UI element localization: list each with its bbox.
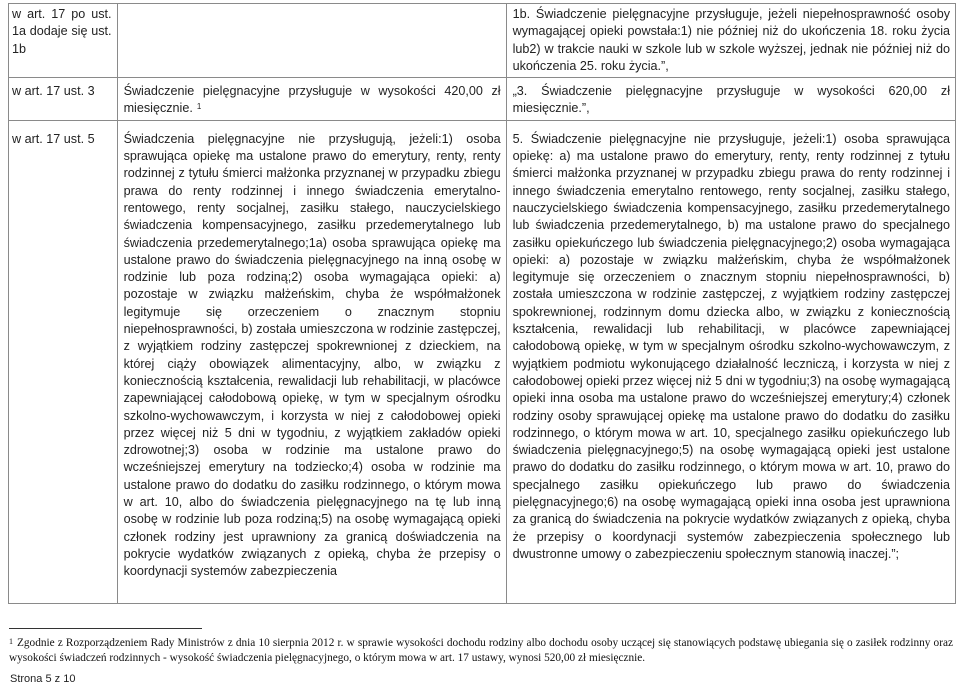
- provision-reference: w art. 17 po ust. 1a dodaje się ust. 1b: [9, 4, 118, 78]
- table-row: [9, 120, 956, 603]
- page-number: Strona 5 z 10: [10, 673, 76, 685]
- footnote-text: Zgodnie z Rozporządzeniem Rady Ministrów z dnia 10 sierpnia 2012 r. w sprawie wysokości dochodu rodziny albo dochodu osoby uczącej się stanowiących podstawę ubiegania się o zasiłek rodzinny oraz wysokości świadczeń rodzinnych - wysokość świadczenia pielęgnacyjnego, o którym mowa w art. 17 ustawy, wynosi 520,00 zł miesięcznie.: [9, 637, 953, 664]
- table-row: [9, 4, 956, 78]
- proposed-text-cell: 1b. Świadczenie pielęgnacyjne przysługuje, jeżeli niepełnosprawność osoby wymagającej opieki powstała:1) nie później niż do ukończenia 18. roku życia lub2) w trakcie nauki w szkole lub w szkole wyższej, jednak nie później niż do ukończenia 25. roku życia.”,: [506, 4, 955, 78]
- current-text-cell: [117, 78, 506, 121]
- footnote-separator: [9, 628, 202, 629]
- proposed-text-cell: „3. Świadczenie pielęgnacyjne przysługuje w wysokości 620,00 zł miesięcznie.”,: [506, 78, 955, 121]
- footnote-marker[interactable]: 1: [196, 102, 202, 112]
- provision-reference: w art. 17 ust. 3: [9, 78, 118, 121]
- current-text: Świadczenie pielęgnacyjne przysługuje w wysokości 420,00 zł miesięcznie.: [123, 84, 501, 116]
- footnote: [9, 636, 953, 666]
- proposed-text-cell: 5. Świadczenie pielęgnacyjne nie przysługuje, jeżeli:1) osoba sprawująca opiekę: a) ma ustalone prawo do emerytury, renty, renty rodzinnej z tytułu śmierci małżonka przyznanej w przypadku zbiegu prawa do renty rodzinnej i innego świadczenia emerytalno rentowego, renty socjalnej, zasiłku stałego, nauczycielskiego świadczenia kompensacyjnego, zasiłku przedemerytalnego lub świadczenia przedemerytalnego, b) ma ustalone prawo do specjalnego zasiłku opiekuńczego lub świadczenia pielęgnacyjnego;2) osoba wymagająca opieki: a) pozostaje w związku małżeńskim, chyba że współmałżonek legitymuje się orzeczeniem o znacznym stopniu niepełnosprawności, b) została umieszczona w rodzinie zastępczej, z wyjątkiem rodziny zastępczej spokrewnionej, rodzinnym domu dziecka albo, w związku z koniecznością kształcenia, rewalidacji lub rehabilitacji, w placówce zapewniającej całodobową opiekę, w tym w specjalnym ośrodku szkolno-wychowawczym, z wyjątkiem podmiotu wykonującego działalność leczniczą, i korzysta w niej z całodobowej opieki przez więcej niż 5 dni w tygodniu;3) na osobę wymagającą opieki inna osoba ma ustalone prawo do wcześniejszej emerytury;4) członek rodziny osoby sprawującej opiekę ma ustalone prawo do dodatku do zasiłku rodzinnego, o którym mowa w art. 10, specjalnego zasiłku opiekuńczego lub świadczenia pielęgnacyjnego;5) na osobę wymagającą opieki jest ustalone prawo do dodatku do zasiłku rodzinnego, o którym mowa w art. 10, prawo do specjalnego zasiłku opiekuńczego lub prawo do świadczenia pielęgnacyjnego;6) na osobę wymagającą opieki inna osoba jest uprawniona za granicą do świadczenia na pokrycie wydatków związanych z opieką, chyba że przepisy o koordynacji systemów zabezpieczenia społecznego lub dwustronne umowy o zabezpieczeniu społecznym stanowią inaczej.”;: [506, 120, 955, 603]
- current-text-cell: Świadczenia pielęgnacyjne nie przysługują, jeżeli:1) osoba sprawująca opiekę ma ustalone prawo do emerytury, renty, renty rodzinnej z tytułu śmierci małżonka przyznanej w przypadku zbiegu prawa do renty rodzinnej i innego świadczenia emerytalno-rentowego, renty socjalnej, zasiłku stałego, nauczycielskiego świadczenia kompensacyjnego, zasiłku przedemerytalnego lub świadczenia przedemerytalnego;1a) osoba sprawująca opiekę ma ustalone prawo do świadczenia pielęgnacyjnego na inną osobę w rodzinie lub poza rodziną;2) osoba wymagająca opieki: a) pozostaje w związku małżeńskim, chyba że współmałżonek legitymuje się orzeczeniem o znacznym stopniu niepełnosprawności, b) została umieszczona w rodzinie zastępczej, z wyjątkiem rodziny zastępczej spokrewnionej z dzieckiem, na której ciąży obowiązek alimentacyjny, albo, w związku z koniecznością kształcenia, rewalidacji lub rehabilitacji, w placówce zapewniającej całodobową opiekę, w tym w specjalnym ośrodku szkolno-wychowawczym, i korzysta w niej z całodobowej opieki przez więcej niż 5 dni w tygodniu, z wyjątkiem zakładów opieki zdrowotnej;3) osoba w rodzinie ma ustalone prawo do wcześniejszej emerytury na todziecko;4) osoba w rodzinie ma ustalone prawo do dodatku do zasiłku rodzinnego, o którym mowa w art. 10, albo do świadczenia pielęgnacyjnego na tę lub inną osobę w rodzinie lub poza rodziną;5) na osobę wymagającą opieki członek rodziny jest uprawniony za granicą doświadczenia na pokrycie wydatków związanych z opieką, chyba że przepisy o koordynacji systemów zabezpieczenia: [117, 120, 506, 603]
- table-row: [9, 78, 956, 121]
- provision-reference: w art. 17 ust. 5: [9, 120, 118, 603]
- footnote-number: 1: [9, 637, 13, 646]
- comparison-table: [8, 3, 956, 604]
- current-text-cell: [117, 4, 506, 78]
